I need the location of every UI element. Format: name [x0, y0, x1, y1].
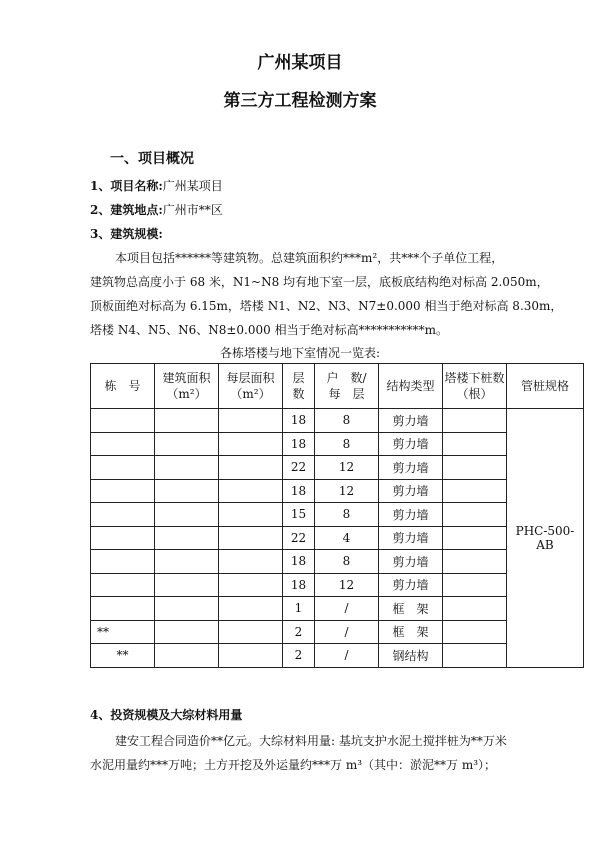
cell-building: [91, 456, 155, 480]
cell-floors: 2: [283, 620, 315, 644]
cell-area: [155, 503, 219, 527]
cell-piles: [443, 597, 507, 621]
cell-floor-area: [219, 526, 283, 550]
cell-building: [91, 479, 155, 503]
cell-piles: [443, 550, 507, 574]
cell-floor-area: [219, 479, 283, 503]
header-structure: 结构类型: [379, 364, 443, 409]
scale-line: 建筑物总高度小于 68 米，N1~N8 均有地下室一层，底板底结构绝对标高 2.050m，: [90, 275, 549, 289]
cell-floors: 15: [283, 503, 315, 527]
item-label: 2、建筑地点:: [90, 203, 163, 217]
table-header-row: [91, 364, 584, 409]
table-row: [91, 409, 584, 433]
cell-floor-area: [219, 550, 283, 574]
cell-floor-area: [219, 409, 283, 433]
cell-floor-area: [219, 432, 283, 456]
cell-structure: 剪力墙: [379, 550, 443, 574]
cell-building: [91, 597, 155, 621]
item-location: [90, 201, 223, 218]
cell-floor-area: [219, 597, 283, 621]
item-project-name: [90, 177, 223, 194]
item-value: 广州某项目: [162, 179, 223, 193]
building-table: [90, 363, 584, 668]
cell-area: [155, 644, 219, 668]
scale-line: 本项目包括******等建筑物。总建筑面积约***m²，共***个子单位工程，: [115, 251, 504, 265]
cell-area: [155, 573, 219, 597]
cell-floor-area: [219, 573, 283, 597]
cell-units: 8: [315, 432, 379, 456]
cell-floors: 18: [283, 479, 315, 503]
cell-floor-area: [219, 503, 283, 527]
cell-area: [155, 456, 219, 480]
cell-units: 12: [315, 479, 379, 503]
cell-units: /: [315, 597, 379, 621]
cell-structure: 框 架: [379, 620, 443, 644]
cell-units: 8: [315, 409, 379, 433]
cell-structure: 剪力墙: [379, 432, 443, 456]
cell-floors: 1: [283, 597, 315, 621]
cell-building: **: [91, 644, 155, 668]
invest-line: 水泥用量约***万吨；土方开挖及外运量约***万 m³（其中：淤泥**万 m³）；: [90, 758, 497, 772]
cell-floors: 18: [283, 573, 315, 597]
cell-structure: 剪力墙: [379, 456, 443, 480]
item-scale: [90, 225, 163, 242]
cell-area: [155, 597, 219, 621]
item-label: 1、项目名称:: [90, 179, 163, 193]
header-piles: 塔楼下桩数 （根）: [443, 364, 507, 409]
cell-structure: 剪力墙: [379, 479, 443, 503]
header-pile-spec: 管桩规格: [507, 364, 584, 409]
invest-line: 建安工程合同造价**亿元。大综材料用量: 基坑支护水泥土搅拌桩为**万米: [115, 734, 507, 748]
cell-floors: 22: [283, 526, 315, 550]
cell-piles: [443, 409, 507, 433]
cell-structure: 剪力墙: [379, 503, 443, 527]
cell-area: [155, 550, 219, 574]
cell-floor-area: [219, 456, 283, 480]
cell-building: [91, 550, 155, 574]
cell-area: [155, 479, 219, 503]
cell-area: [155, 409, 219, 433]
cell-area: [155, 526, 219, 550]
cell-structure: 剪力墙: [379, 409, 443, 433]
cell-floor-area: [219, 620, 283, 644]
header-floor-area: 每层面积 （m²）: [219, 364, 283, 409]
cell-structure: 剪力墙: [379, 573, 443, 597]
cell-units: 8: [315, 550, 379, 574]
cell-piles: [443, 620, 507, 644]
section-heading-investment: 4、投资规模及大综材料用量: [90, 708, 243, 722]
cell-building: [91, 432, 155, 456]
item-value: 广州市**区: [162, 203, 223, 217]
cell-piles: [443, 503, 507, 527]
cell-structure: 框 架: [379, 597, 443, 621]
header-floors: 层 数: [283, 364, 315, 409]
table-caption: 各栋塔楼与地下室情况一览表:: [219, 346, 381, 360]
cell-floors: 18: [283, 409, 315, 433]
scale-line: 塔楼 N4、N5、N6、N8±0.000 相当于绝对标高***********m。: [90, 323, 448, 337]
cell-structure: 钢结构: [379, 644, 443, 668]
cell-floor-area: [219, 644, 283, 668]
section-heading-overview: 一、项目概况: [110, 151, 194, 167]
cell-building: [91, 573, 155, 597]
cell-floors: 18: [283, 432, 315, 456]
cell-units: /: [315, 620, 379, 644]
cell-piles: [443, 573, 507, 597]
header-units: 户 数/ 每 层: [315, 364, 379, 409]
cell-units: 12: [315, 456, 379, 480]
cell-floors: 18: [283, 550, 315, 574]
cell-pile-spec: PHC-500-AB: [507, 409, 584, 668]
cell-building: [91, 409, 155, 433]
cell-building: [91, 526, 155, 550]
cell-structure: 剪力墙: [379, 526, 443, 550]
item-label: 3、建筑规模:: [90, 227, 163, 241]
cell-piles: [443, 644, 507, 668]
cell-units: 12: [315, 573, 379, 597]
cell-units: 8: [315, 503, 379, 527]
cell-floors: 22: [283, 456, 315, 480]
header-building: 栋 号: [91, 364, 155, 409]
cell-area: [155, 620, 219, 644]
cell-piles: [443, 456, 507, 480]
cell-piles: [443, 526, 507, 550]
document-subtitle: 第三方工程检测方案: [223, 91, 377, 111]
cell-building: **: [91, 620, 155, 644]
cell-piles: [443, 432, 507, 456]
scale-line: 顶板面绝对标高为 6.15m，塔楼 N1、N2、N3、N7±0.000 相当于绝对标高 8.30m，: [90, 299, 563, 313]
cell-piles: [443, 479, 507, 503]
cell-area: [155, 432, 219, 456]
cell-units: 4: [315, 526, 379, 550]
header-area: 建筑面积 （m²）: [155, 364, 219, 409]
document-title: 广州某项目: [257, 53, 343, 73]
cell-units: /: [315, 644, 379, 668]
cell-floors: 2: [283, 644, 315, 668]
cell-building: [91, 503, 155, 527]
